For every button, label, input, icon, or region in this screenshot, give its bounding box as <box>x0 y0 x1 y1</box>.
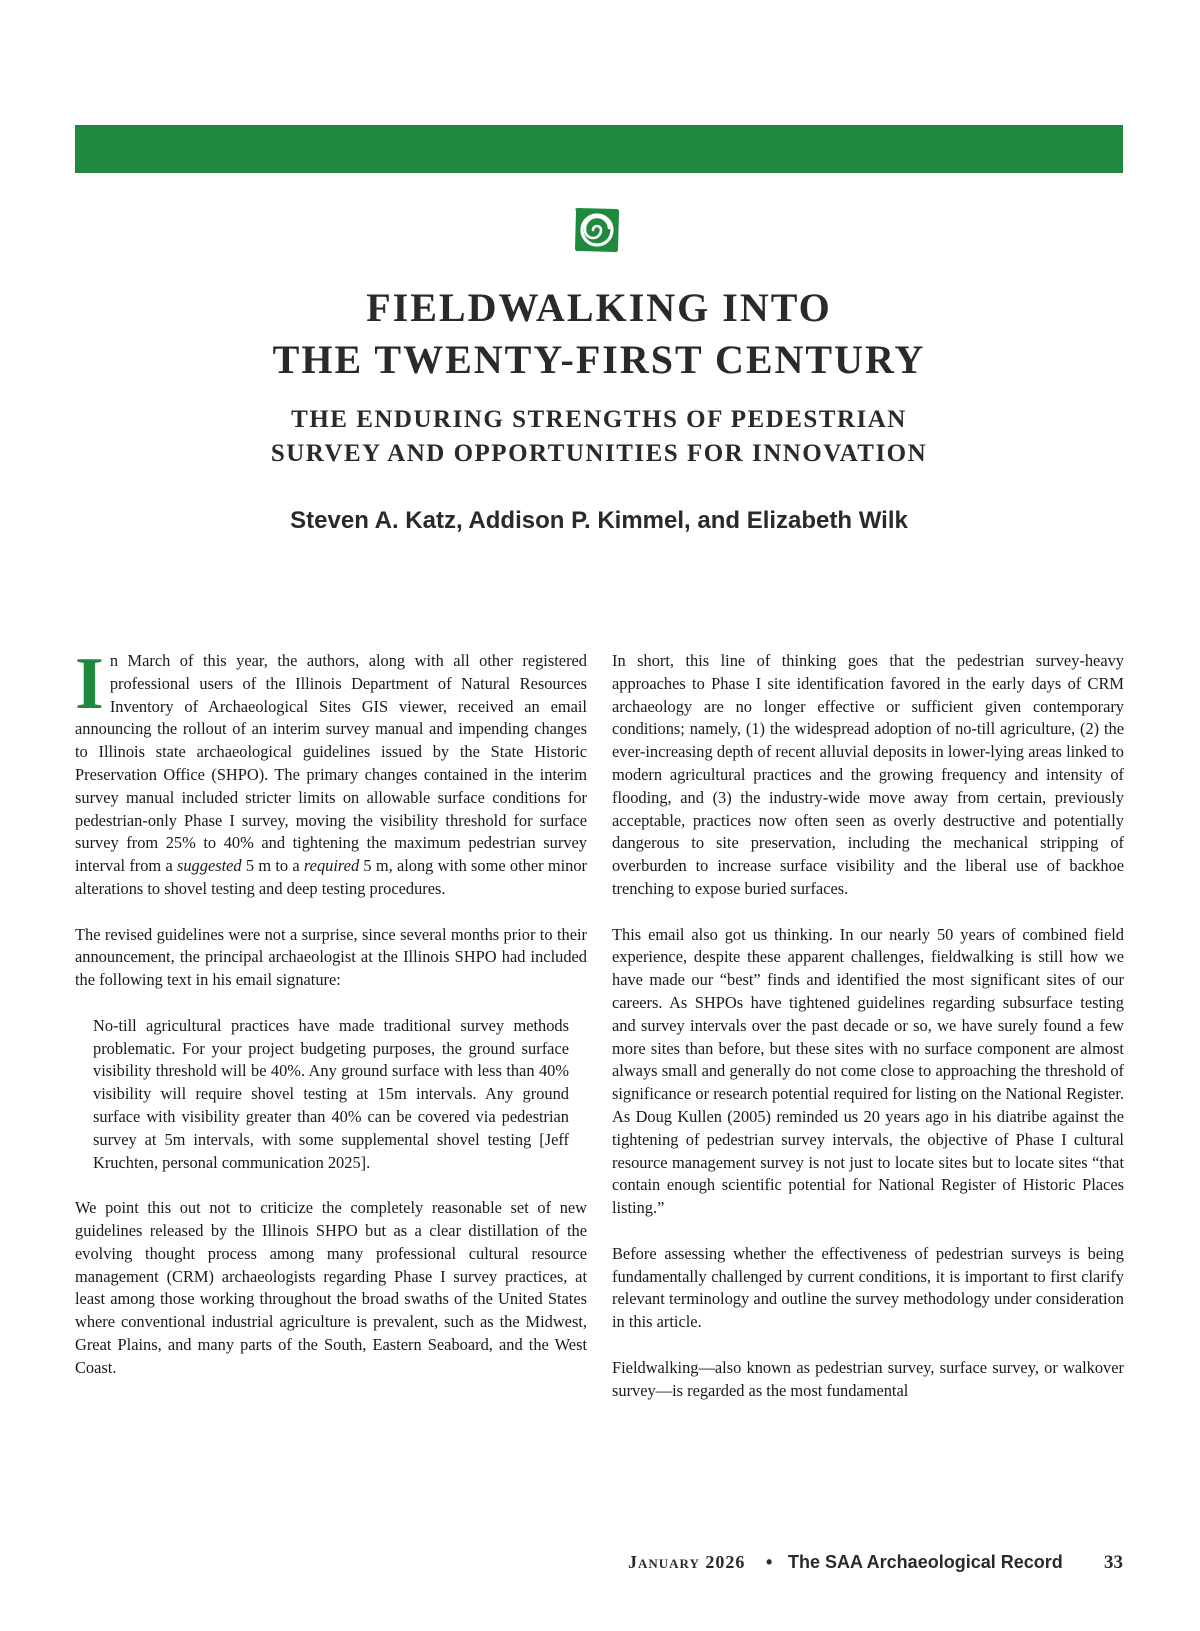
subtitle-line-1: THE ENDURING STRENGTHS OF PEDESTRIAN <box>291 406 907 433</box>
footer-issue-date: January 2026 <box>628 1552 746 1572</box>
article-title <box>75 282 1123 386</box>
title-line-1: FIELDWALKING INTO <box>366 285 832 330</box>
drop-cap: I <box>75 643 104 725</box>
body-paragraph-5: This email also got us thinking. In our nearly 50 years of combined field experience, despite these apparent challenges, fieldwalking is still how we have made our “best” finds and identified the most significant sites of our careers. As SHPOs have tightened guidelines regarding subsurface testing and survey intervals over the past decade or so, we have surely found a few more sites than before, but these sites with no surface component are almost always small and generally do not come close to approaching the threshold of significance or research potential required for listing on the National Register. As Doug Kullen (2005) reminded us 20 years ago in his diatribe against the tightening of pedestrian survey intervals, the objective of Phase I cultural resource management survey is not just to locate sites but to locate sites “that contain enough scientific potential for National Register of Historic Places listing.” <box>612 924 1124 1218</box>
body-paragraph-2: The revised guidelines were not a surprise, since several months prior to their announcement, the principal archaeologist at the Illinois SHPO had included the following text in his email signature: <box>75 924 587 990</box>
spiral-logo-icon <box>572 205 622 255</box>
article-authors: Steven A. Katz, Addison P. Kimmel, and Elizabeth Wilk <box>290 507 908 534</box>
block-quote: No-till agricultural practices have made traditional survey methods problematic. For your project budgeting purposes, the ground surface visibility threshold will be 40%. Any ground surface with less than 40% visibility will require shovel testing at 15m intervals. Any ground surface with visibility greater than 40% can be covered via pedestrian survey at 5m intervals, with some supplemental shovel testing [Jeff Kruchten, personal communication 2025]. <box>93 1015 569 1172</box>
body-paragraph-7: Fieldwalking—also known as pedestrian survey, surface survey, or walkover survey—is regarded as the most fundamental <box>612 1357 1124 1400</box>
right-column <box>612 650 1124 1402</box>
page-footer <box>600 1552 1123 1578</box>
body-paragraph-1: In March of this year, the authors, along with all other registered professional users of the Illinois Department of Natural Resources Inventory of Archaeological Sites GIS viewer, received an email announcing the rollout of an interim survey manual and impending changes to Illinois state archaeological guidelines issued by the State Historic Preservation Office (SHPO). The primary changes contained in the interim survey manual included stricter limits on allowable surface conditions for pedestrian-only Phase I survey, moving the visibility threshold for surface survey from 25% to 40% and tightening the maximum pedestrian survey interval from a suggested 5 m to a required 5 m, along with some other minor alterations to shovel testing and deep testing procedures. <box>75 643 587 898</box>
footer-journal-name: The SAA Archaeological Record <box>788 1552 1063 1572</box>
subtitle-line-2: SURVEY AND OPPORTUNITIES FOR INNOVATION <box>270 440 928 467</box>
title-line-2: THE TWENTY-FIRST CENTURY <box>272 337 926 382</box>
body-paragraph-6: Before assessing whether the effectiveness of pedestrian surveys is being fundamentally challenged by current conditions, it is important to first clarify relevant terminology and outline the survey methodology under consideration in this article. <box>612 1243 1124 1332</box>
left-column <box>75 643 587 1380</box>
header-green-bar <box>75 125 1123 173</box>
footer-bullet: • <box>766 1552 773 1572</box>
page-number: 33 <box>1104 1552 1123 1573</box>
body-paragraph-3: We point this out not to criticize the completely reasonable set of new guidelines released by the Illinois SHPO but as a clear distillation of the evolving thought process among many professional cultural resource management (CRM) archaeologists regarding Phase I survey practices, at least among those working throughout the broad swaths of the United States where conventional industrial agriculture is prevalent, such as the Midwest, Great Plains, and many parts of the South, Eastern Seaboard, and the West Coast. <box>75 1198 587 1377</box>
article-subtitle <box>75 403 1123 471</box>
body-paragraph-4: In short, this line of thinking goes that the pedestrian survey-heavy approaches to Phase I site identification favored in the early days of CRM archaeology are no longer effective or sufficient given contemporary conditions; namely, (1) the widespread adoption of no-till agriculture, (2) the ever-increasing depth of recent alluvial deposits in lower-lying areas linked to modern agricultural practices and the growing frequency and intensity of flooding, and (3) the industry-wide move away from certain, previously acceptable, practices now often seen as overly destructive and potentially dangerous to site preservation, including the mechanical stripping of overburden to increase surface visibility and the liberal use of backhoe trenching to expose buried surfaces. <box>612 651 1124 898</box>
